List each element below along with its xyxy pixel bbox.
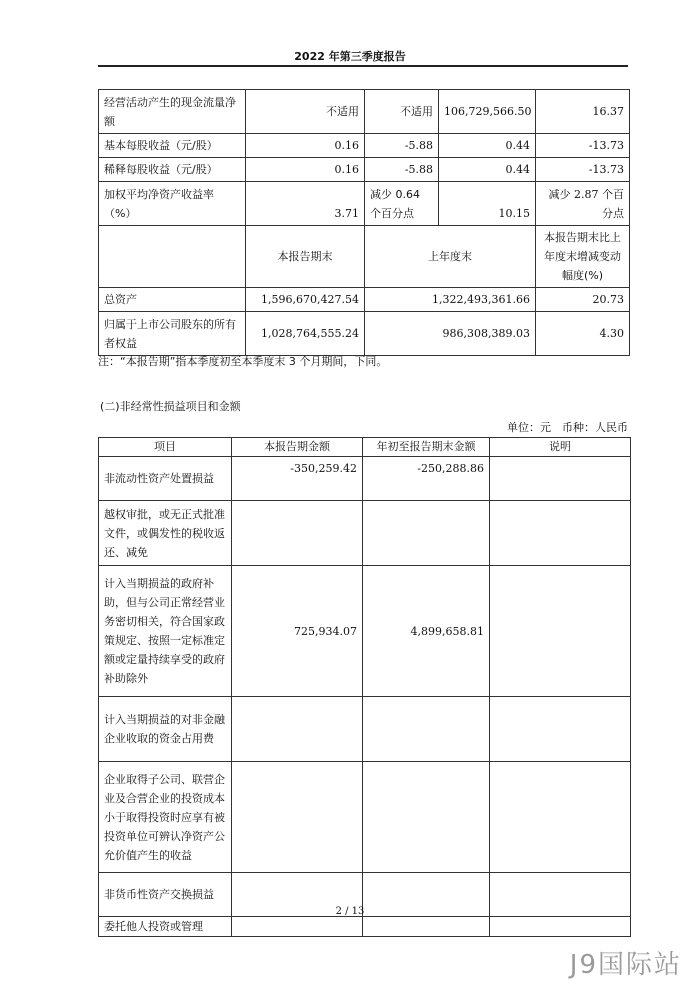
cell-value xyxy=(490,917,631,937)
table-row xyxy=(99,917,631,937)
cell-value: 减少 2.87 个百分点 xyxy=(536,182,630,226)
cell-value: 1,322,493,361.66 xyxy=(365,288,536,312)
table-row xyxy=(99,90,630,134)
table-row xyxy=(99,182,630,226)
table-header-row xyxy=(99,438,631,457)
row-label: 非流动性资产处置损益 xyxy=(99,457,232,501)
column-header: 说明 xyxy=(490,438,631,457)
watermark-logo: J9国际站 xyxy=(569,950,682,980)
cell-value xyxy=(232,762,363,873)
row-label: 委托他人投资或管理 xyxy=(99,917,232,937)
cell-value xyxy=(232,917,363,937)
page-number: 2 / 13 xyxy=(335,906,365,917)
row-label: 加权平均净资产收益率（%） xyxy=(99,182,246,226)
non-recurring-gains-table xyxy=(98,437,631,937)
row-label: 计入当期损益的对非金融企业收取的资金占用费 xyxy=(99,697,232,762)
column-header: 年初至报告期末金额 xyxy=(363,438,490,457)
table-row xyxy=(99,158,630,182)
cell-value: -5.88 xyxy=(365,134,439,158)
cell-value: 0.44 xyxy=(439,134,536,158)
cell-value: 16.37 xyxy=(536,90,630,134)
row-label: 非货币性资产交换损益 xyxy=(99,873,232,917)
table-subheader-row xyxy=(99,226,630,288)
cell-value: -250,288.86 xyxy=(363,457,490,501)
section-title: (二)非经常性损益项目和金额 xyxy=(100,400,241,413)
cell-value xyxy=(232,501,363,566)
cell-value xyxy=(490,566,631,697)
column-header: 上年度末 xyxy=(365,226,536,288)
table-row xyxy=(99,501,631,566)
row-label: 经营活动产生的现金流量净额 xyxy=(99,90,246,134)
cell-value xyxy=(490,762,631,873)
table-row xyxy=(99,312,630,356)
cell-value xyxy=(363,697,490,762)
cell-value: -13.73 xyxy=(536,158,630,182)
cell-value: 1,596,670,427.54 xyxy=(246,288,365,312)
cell-value: 106,729,566.50 xyxy=(439,90,536,134)
cell-value: 不适用 xyxy=(365,90,439,134)
row-label: 企业取得子公司、联营企业及合营企业的投资成本小于取得投资时应享有被投资单位可辨认净资产公允价值产生的收益 xyxy=(99,762,232,873)
table-note: 注：“本报告期”指本季度初至本季度末 3 个月期间，下同。 xyxy=(98,355,388,368)
cell-value: 0.16 xyxy=(246,134,365,158)
cell-value xyxy=(490,457,631,501)
table-row xyxy=(99,134,630,158)
cell-value: 减少 0.64 个百分点 xyxy=(365,182,439,226)
row-label: 稀释每股收益（元/股） xyxy=(99,158,246,182)
cell-value xyxy=(232,697,363,762)
cell-value: 0.44 xyxy=(439,158,536,182)
row-label: 总资产 xyxy=(99,288,246,312)
cell-value: 10.15 xyxy=(439,182,536,226)
cell-value: 不适用 xyxy=(246,90,365,134)
cell-value: -5.88 xyxy=(365,158,439,182)
key-financial-data-table xyxy=(98,89,630,356)
cell-value: -350,259.42 xyxy=(232,457,363,501)
cell-value xyxy=(490,697,631,762)
cell-value: 0.16 xyxy=(246,158,365,182)
cell-value: 1,028,764,555.24 xyxy=(246,312,365,356)
cell-value: 986,308,389.03 xyxy=(365,312,536,356)
report-title: 2022 年第三季度报告 xyxy=(294,50,406,63)
header-divider xyxy=(98,65,628,67)
row-label: 越权审批，或无正式批准文件，或偶发性的税收返还、减免 xyxy=(99,501,232,566)
row-label: 基本每股收益（元/股） xyxy=(99,134,246,158)
table-row xyxy=(99,288,630,312)
cell-value: -13.73 xyxy=(536,134,630,158)
cell-value xyxy=(490,501,631,566)
empty-cell xyxy=(99,226,246,288)
table-row xyxy=(99,566,631,697)
unit-currency-label: 单位：元 币种：人民币 xyxy=(507,421,628,434)
table-row xyxy=(99,457,631,501)
column-header: 本报告期金额 xyxy=(232,438,363,457)
cell-value xyxy=(363,917,490,937)
cell-value: 3.71 xyxy=(246,182,365,226)
row-label: 归属于上市公司股东的所有者权益 xyxy=(99,312,246,356)
cell-value: 20.73 xyxy=(536,288,630,312)
table-row xyxy=(99,697,631,762)
column-header: 本报告期末比上年度末增减变动幅度(%) xyxy=(536,226,630,288)
column-header: 本报告期末 xyxy=(246,226,365,288)
column-header: 项目 xyxy=(99,438,232,457)
cell-value: 725,934.07 xyxy=(232,566,363,697)
row-label: 计入当期损益的政府补助，但与公司正常经营业务密切相关，符合国家政策规定、按照一定标准定额或定量持续享受的政府补助除外 xyxy=(99,566,232,697)
cell-value xyxy=(363,501,490,566)
cell-value: 4.30 xyxy=(536,312,630,356)
cell-value: 4,899,658.81 xyxy=(363,566,490,697)
cell-value xyxy=(363,762,490,873)
table-row xyxy=(99,762,631,873)
